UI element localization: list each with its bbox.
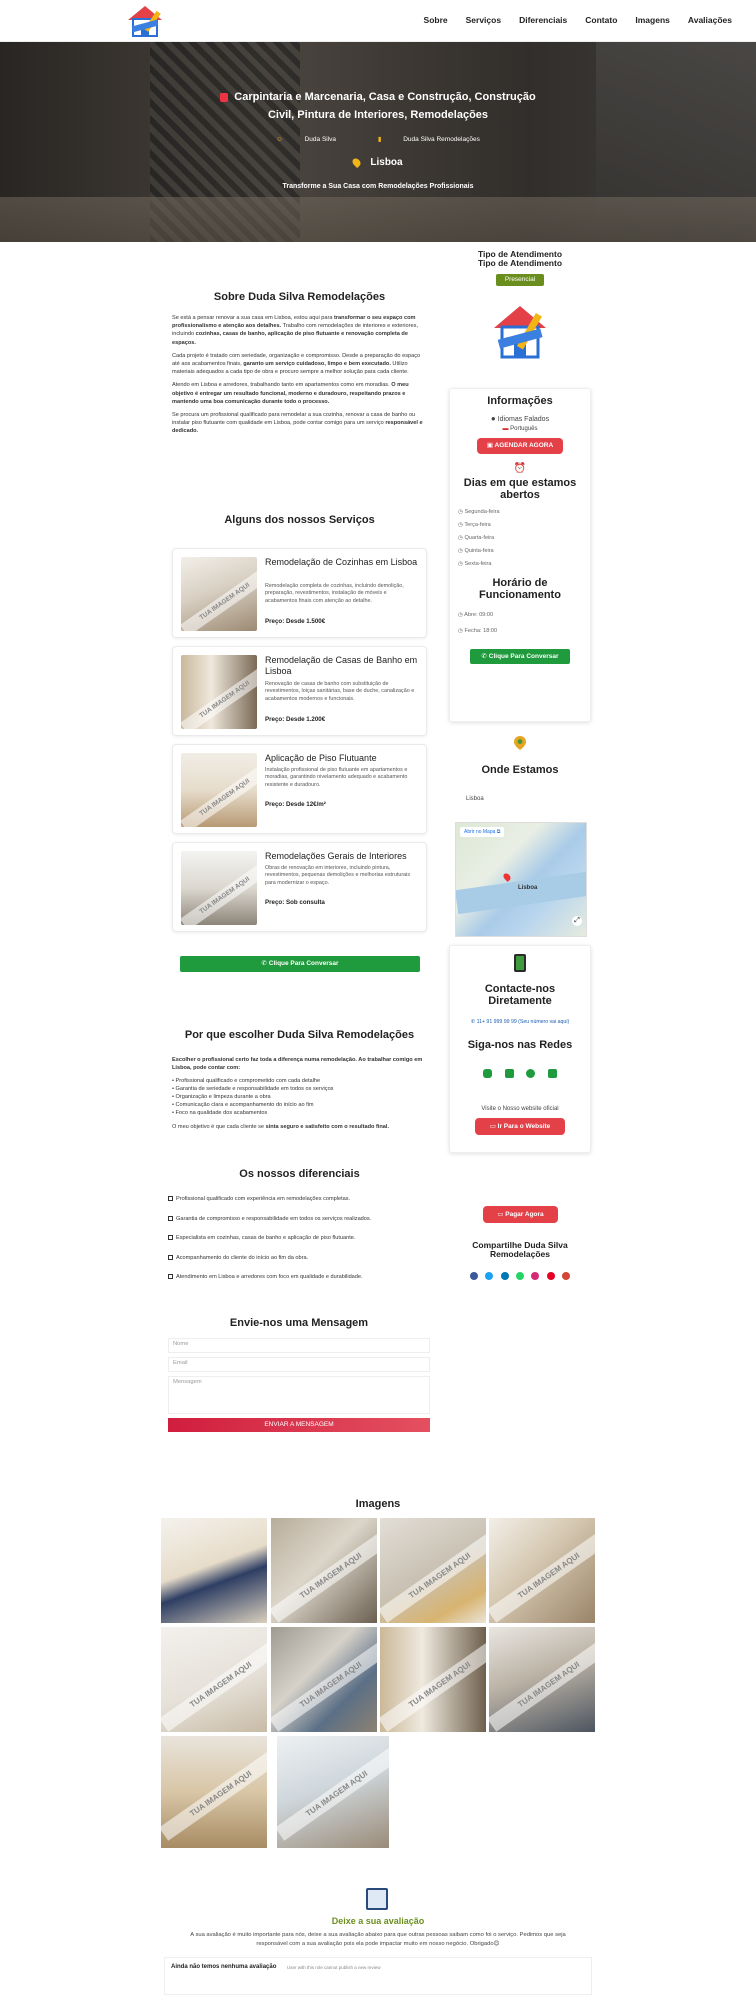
checkbox-icon [168,1235,173,1240]
hero-meta [0,135,756,143]
no-reviews-label: Ainda não temos nenhuma avaliação [171,1964,277,1970]
service-price: Preço: Sob consulta [265,899,325,906]
review-text: A sua avaliação é muito importante para nós, deixe a sua avaliação abaixo para que outras pessoas saibam como foi o serviço. Pedimos que seja responsável com a sua avaliação pois ela pode impactar muito em nosso negócio. Obrigado😊 [190,1932,566,1947]
gallery-image[interactable]: TUA IMAGEM AQUI [489,1518,595,1623]
globe-icon: ● [490,414,496,423]
why-list: • Profissional qualificado e comprometido com cada detalhe • Garantia de seriedade e responsabilidade em todos os serviços • Organização e limpeza durante a obra • Comunicação clara e acompanhamento do início ao fim • Foco na qualidade dos acabamentos [172,1078,334,1117]
nav-diferenciais[interactable]: Diferenciais [519,15,568,25]
nav-imagens[interactable]: Imagens [635,15,670,25]
gallery-image[interactable]: TUA IMAGEM AQUI [271,1518,377,1623]
pay-button[interactable]: ▭ Pagar Agora [483,1206,558,1223]
ruler-icon: ▮ [377,136,382,143]
gallery-image[interactable]: TUA IMAGEM AQUI [380,1627,486,1732]
phone-icon [514,954,526,972]
share-pinterest-icon[interactable] [547,1272,555,1280]
gallery-title: Imagens [355,1498,401,1510]
why-text: Escolher o profissional certo faz toda a diferença numa remodelação. Ao trabalhar comigo em Lisboa, pode contar com: • Profissional qualificado e comprometido com cada detalhe • Garantia de seriedade e responsabilidade em todos os serviços • Organização e limpeza durante a obra • Comunicação clara e acompanhamento do início ao fim • Foco na qualidade dos acabamentos O meu objetivo é que cada cliente se sinta seguro e satisfeito com o resultado final. [172,1056,427,1137]
service-desc: Obras de renovação em interiores, incluindo pintura, revestimentos, pequenas demolições e melhorias estruturais para modernizar o espaço. [265,865,411,886]
service-title: Aplicação de Piso Flutuante [265,753,377,763]
submit-button[interactable]: ENVIAR A MENSAGEM [168,1418,430,1432]
phone-link[interactable]: ✆ 11+ 91 999 99 99 (Seu número vai aqui) [470,1019,570,1025]
nav-sobre[interactable]: Sobre [423,15,448,25]
checkbox-icon [168,1255,173,1260]
form-title: Envie-nos uma Mensagem [229,1317,369,1329]
service-card[interactable] [172,548,427,638]
diffs-title: Os nossos diferenciais [239,1168,360,1180]
gallery-image[interactable]: TUA IMAGEM AQUI [277,1736,389,1848]
category-icon [220,93,228,102]
share-facebook-icon[interactable] [470,1272,478,1280]
nav-servicos[interactable]: Serviços [465,15,502,25]
business-logo [488,300,552,368]
map-marker-icon [502,872,512,882]
service-title: Remodelações Gerais de Interiores [265,851,407,861]
fullscreen-icon[interactable]: ⤢ [572,916,582,926]
checkbox-icon [168,1216,173,1221]
checkbox-icon [168,1196,173,1201]
contact-panel: Contacte-nos Diretamente ✆ 11+ 91 999 99 99 (Seu número vai aqui) Siga-nos nas Redes Visite o Nosso website oficial ▭ Ir Para o Website [449,945,591,1153]
message-input[interactable]: Mensagem [168,1376,430,1414]
clock-icon: ⏰ [513,463,527,474]
service-card[interactable] [172,744,427,834]
service-title: Remodelação de Cozinhas em Lisboa [265,557,418,567]
linkedin-icon[interactable] [548,1069,557,1078]
service-image: TUA IMAGEM AQUI [181,557,257,631]
tipo-title: Tipo de Atendimento Tipo de Atendimento [477,249,563,268]
where-city: Lisboa [466,796,484,802]
chat-button-side[interactable]: ✆ Clique Para Conversar [470,649,570,664]
open-map-link[interactable]: Abrir no Mapa ⧉ [460,827,504,837]
gallery-image[interactable] [161,1518,267,1623]
gallery-image[interactable]: TUA IMAGEM AQUI [271,1627,377,1732]
chat-button[interactable]: ✆ Clique Para Conversar [180,956,420,972]
youtube-icon[interactable] [505,1069,514,1078]
why-title: Por que escolher Duda Silva Remodelações [184,1029,415,1041]
emoji-icon: ☺ [276,136,283,143]
service-card[interactable] [172,842,427,932]
diffs-list: Profissional qualificado com experiência em remodelações completas. Garantia de compromisso e responsabilidade em todos os serviços realizados. Especialista em cozinhas, casas de banho e aplicação de piso flutuante. Acompanhamento do cliente do início ao fim da obra. Atendimento em Lisboa e arredores com foco em qualidade e durabilidade. [168,1190,430,1288]
map-label: Lisboa [518,885,538,891]
where-title: Onde Estamos [481,764,559,776]
service-title: Remodelação de Casas de Banho em Lisboa [265,655,418,676]
service-price: Preço: Desde 1.200€ [265,716,326,723]
review-note: User with this role cannot publish a new review [287,1965,381,1970]
share-icons [449,1267,591,1285]
gallery-image[interactable]: TUA IMAGEM AQUI [380,1518,486,1623]
service-image: TUA IMAGEM AQUI [181,655,257,729]
map-pin-icon [514,736,526,750]
hero-subtitle: Transforme a Sua Casa com Remodelações Profissionais [282,183,474,190]
instagram-icon[interactable] [483,1069,492,1078]
logo[interactable] [124,2,166,40]
review-icon [366,1888,388,1910]
hero-title: Carpintaria e Marcenaria, Casa e Construção, Construção Civil, Pintura de Interiores, Remodelações [234,91,536,121]
share-title: Compartilhe Duda Silva Remodelações [472,1240,568,1259]
service-desc: Remodelação completa de cozinhas, incluindo demolição, preparação, revestimentos, instalação de móveis e acabamentos finais com atenção ao detalhe. [265,583,404,604]
tipo-badge: Presencial [496,274,544,286]
name-input[interactable]: Nome [168,1338,430,1353]
days-list: ◷ Segunda-feira ◷ Terça-feira ◷ Quarta-feira ◷ Quinta-feira ◷ Sexta-feira [458,509,500,567]
hero-title-wrap [0,88,756,124]
service-image: TUA IMAGEM AQUI [181,851,257,925]
checkbox-icon [168,1274,173,1279]
share-instagram-icon[interactable] [531,1272,539,1280]
share-twitter-icon[interactable] [485,1272,493,1280]
location-pin-icon [351,157,362,168]
review-title: Deixe a sua avaliação [331,1916,425,1926]
gallery-image[interactable]: TUA IMAGEM AQUI [161,1627,267,1732]
service-image: TUA IMAGEM AQUI [181,753,257,827]
review-box [164,1957,592,1995]
service-price: Preço: Desde 1.500€ [265,618,326,625]
hero-owner: Duda Silva [304,136,337,143]
nav-avaliacoes[interactable]: Avaliações [687,15,732,25]
share-whatsapp-icon[interactable] [516,1272,524,1280]
gallery-image[interactable]: TUA IMAGEM AQUI [489,1627,595,1732]
gallery-image[interactable]: TUA IMAGEM AQUI [161,1736,267,1848]
info-panel: Informações ● Idiomas Falados ▬ Português ▣ AGENDAR AGORA ⏰ Dias em que estamos abertos ◷ Segunda-feira ◷ Terça-feira ◷ Quarta-feira ◷ Quinta-feira ◷ Sexta-feira Horário de Funcionamento ◷ Abre: 09:00 ◷ Fecha: 18:00 ✆ Clique Para Conversar [449,388,591,722]
hero-brand: Duda Silva Remodelações [403,136,480,143]
services-title: Alguns dos nossos Serviços [224,514,375,526]
email-input[interactable]: Email [168,1357,430,1372]
about-title: Sobre Duda Silva Remodelações [213,291,386,303]
service-card[interactable] [172,646,427,736]
social-icons [450,1065,590,1083]
share-email-icon[interactable] [562,1272,570,1280]
service-desc: Instalação profissional de piso flutuante em apartamentos e moradias, garantindo nivelamento adequado e acabamento resistente e duradouro. [265,767,408,788]
facebook-icon[interactable] [526,1069,535,1078]
service-price: Preço: Desde 12€/m² [265,801,326,808]
about-text: Se está a pensar renovar a sua casa em Lisboa, estou aqui para transformar o seu espaço com profissionalismo e atenção aos detalhes. Trabalho com remodelações de interiores e exteriores, incluindo cozinhas, casas de banho, aplicação de piso flutuante e renovação completa de espaços. Cada projeto é tratado com seriedade, organização e compromisso. Desde a preparação do espaço até aos acabamentos finais, garanto um serviço cuidadoso, limpo e bem executado. Utilizo materiais adequados a cada tipo de obra e procuro sempre a melhor solução para cada cliente. Atendo em Lisboa e arredores, trabalhando tanto em apartamentos como em moradias. O meu objetivo é entregar um resultado funcional, moderno e duradouro, respeitando prazos e mantendo uma boa comunicação durante todo o processo. Se procura um profissional qualificado para remodelar a sua cozinha, renovar a casa de banho ou instalar piso flutuante com qualidade em Lisboa, pode contar comigo para um serviço responsável e dedicado. [172,315,423,435]
top-navbar [0,0,756,42]
share-linkedin-icon[interactable] [501,1272,509,1280]
map[interactable] [455,822,587,937]
website-button[interactable]: ▭ Ir Para o Website [475,1118,565,1135]
service-desc: Renovação de casas de banho com substituição de revestimentos, loiças sanitárias, base de duche, canalização e acabamentos modernos e funcionais. [265,681,415,702]
map-river [455,872,587,914]
nav-contato[interactable]: Contato [585,15,618,25]
flag-icon: ▬ [502,426,509,432]
hero-location: Lisboa [0,157,756,168]
schedule-button[interactable]: ▣ AGENDAR AGORA [477,438,563,454]
